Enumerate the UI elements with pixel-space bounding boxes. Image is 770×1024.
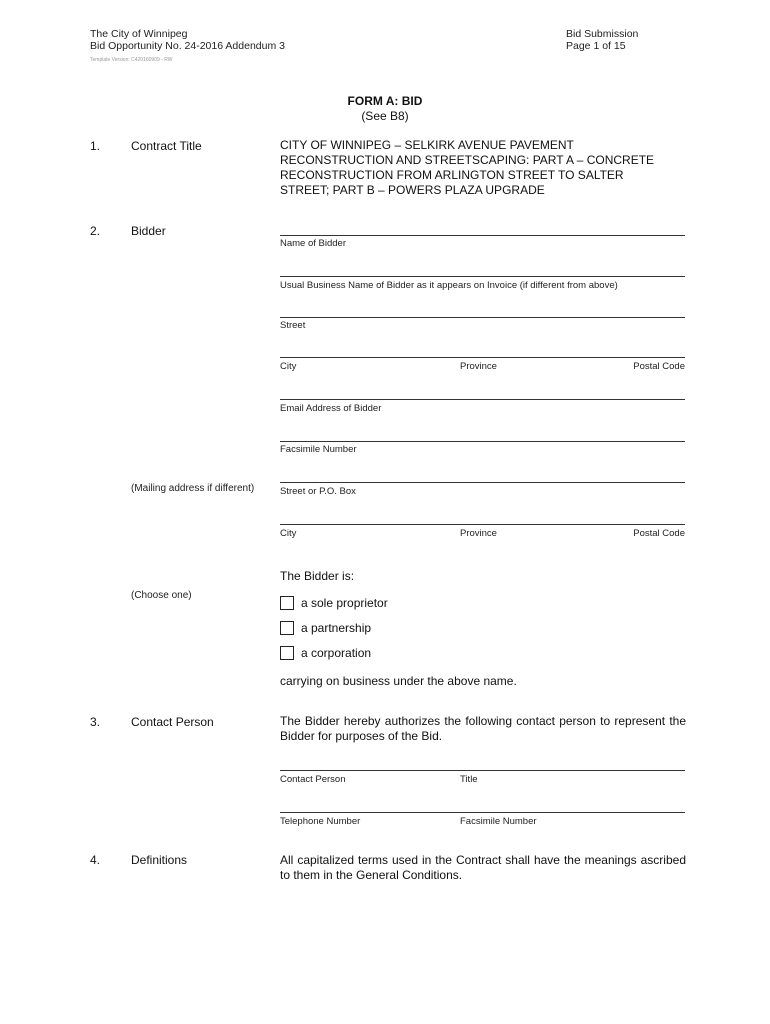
- mailing-city-caption: City: [280, 528, 297, 539]
- header-template-version: Template Version: C420160909 - RW: [90, 57, 173, 63]
- section-1-label: Contract Title: [131, 139, 202, 153]
- street-line[interactable]: [280, 317, 685, 318]
- header-bid-opportunity: Bid Opportunity No. 24-2016 Addendum 3: [90, 40, 285, 52]
- corporation-label: a corporation: [301, 646, 372, 660]
- section-4-number: 4.: [90, 853, 101, 867]
- partnership-label: a partnership: [301, 621, 372, 635]
- telephone-caption: Telephone Number: [280, 816, 361, 827]
- fax-caption: Facsimile Number: [280, 444, 357, 455]
- fax-line[interactable]: [280, 441, 685, 442]
- city-province-postal-line[interactable]: [280, 357, 685, 358]
- mailing-province-caption: Province: [460, 528, 497, 539]
- header-bid-submission: Bid Submission: [566, 28, 639, 40]
- contact-fax-caption: Facsimile Number: [460, 816, 537, 827]
- definitions-text: All capitalized terms used in the Contract shall have the meanings ascribed to them in the General Conditions.: [280, 853, 686, 882]
- bidder-name-caption: Name of Bidder: [280, 238, 347, 249]
- email-line[interactable]: [280, 399, 685, 400]
- sole-proprietor-label: a sole proprietor: [301, 596, 388, 610]
- email-caption: Email Address of Bidder: [280, 403, 382, 414]
- corporation-checkbox[interactable]: [280, 646, 294, 660]
- contact-person-text: The Bidder hereby authorizes the following contact person to represent the Bidder for purposes of the Bid.: [280, 714, 686, 743]
- bidder-name-line[interactable]: [280, 235, 685, 236]
- mailing-address-label: (Mailing address if different): [131, 483, 255, 494]
- telephone-fax-line[interactable]: [280, 812, 685, 813]
- mailing-street-line[interactable]: [280, 482, 685, 483]
- business-name-caption: Usual Business Name of Bidder as it appears on Invoice (if different from above): [280, 280, 618, 291]
- header-page-number: Page 1 of 15: [566, 40, 626, 52]
- section-2-label: Bidder: [131, 224, 166, 238]
- postal-code-caption: Postal Code: [633, 361, 685, 372]
- mailing-street-caption: Street or P.O. Box: [280, 486, 356, 497]
- section-3-number: 3.: [90, 715, 101, 729]
- section-4-label: Definitions: [131, 853, 188, 867]
- contract-title-line-3: RECONSTRUCTION FROM ARLINGTON STREET TO SALTER: [280, 168, 624, 182]
- section-1-number: 1.: [90, 139, 101, 153]
- carrying-on-business-text: carrying on business under the above name.: [280, 674, 517, 688]
- form-title: FORM A: BID: [347, 94, 423, 108]
- province-caption: Province: [460, 361, 497, 372]
- partnership-checkbox[interactable]: [280, 621, 294, 635]
- title-caption: Title: [460, 774, 478, 785]
- business-name-line[interactable]: [280, 276, 685, 277]
- street-caption: Street: [280, 320, 306, 331]
- choose-one-label: (Choose one): [131, 590, 192, 601]
- section-2-number: 2.: [90, 224, 101, 238]
- header-city: The City of Winnipeg: [90, 28, 188, 40]
- contract-title-line-4: STREET; PART B – POWERS PLAZA UPGRADE: [280, 183, 545, 197]
- form-subtitle: (See B8): [361, 109, 409, 123]
- contact-person-caption: Contact Person: [280, 774, 346, 785]
- mailing-city-line[interactable]: [280, 524, 685, 525]
- city-caption: City: [280, 361, 297, 372]
- bidder-is-heading: The Bidder is:: [280, 569, 355, 583]
- contract-title-line-2: RECONSTRUCTION AND STREETSCAPING: PART A – CONCRETE: [280, 153, 655, 167]
- contact-title-line[interactable]: [280, 770, 685, 771]
- mailing-postal-caption: Postal Code: [633, 528, 685, 539]
- contract-title-line-1: CITY OF WINNIPEG – SELKIRK AVENUE PAVEMENT: [280, 138, 574, 152]
- sole-proprietor-checkbox[interactable]: [280, 596, 294, 610]
- section-3-label: Contact Person: [131, 715, 214, 729]
